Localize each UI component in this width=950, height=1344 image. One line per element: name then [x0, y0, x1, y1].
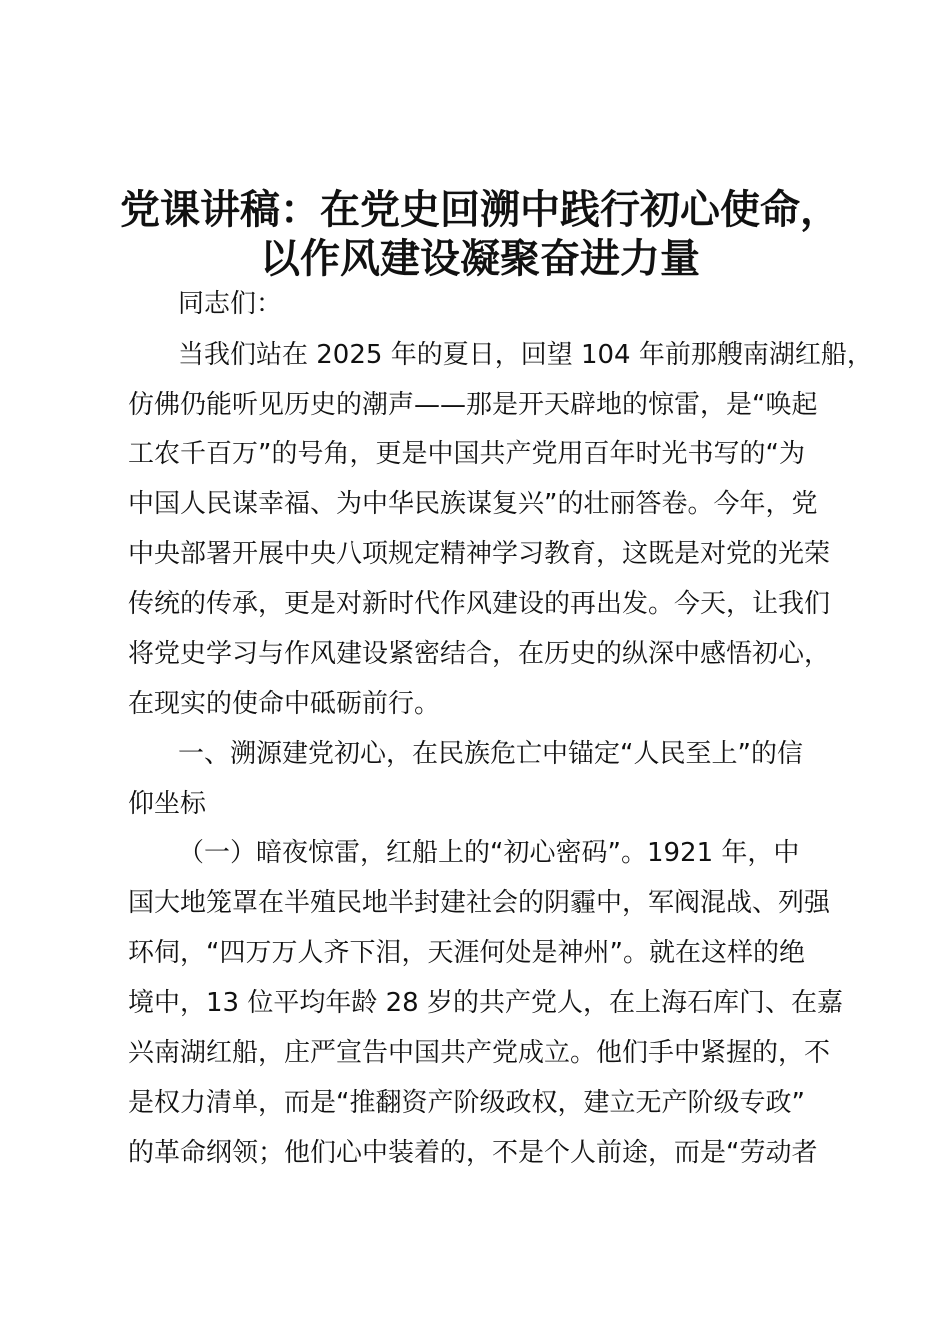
paragraph-line: 国大地笼罩在半殖民地半封建社会的阴霾中，军阀混战、列强 — [128, 888, 831, 918]
paragraph-line: 环伺，“四万万人齐下泪，天涯何处是神州”。就在这样的绝 — [128, 938, 805, 968]
paragraph-line: 中央部署开展中央八项规定精神学习教育，这既是对党的光荣 — [128, 539, 831, 569]
document-title-line-2: 以作风建设凝聚奋进力量 — [260, 235, 700, 282]
section-heading-line: 仰坐标 — [128, 789, 207, 819]
paragraph-line: 的革命纲领；他们心中装着的，不是个人前途，而是“劳动者 — [128, 1138, 818, 1168]
paragraph-line: 境中，13 位平均年龄 28 岁的共产党人，在上海石库门、在嘉 — [128, 988, 843, 1018]
paragraph-line: 当我们站在 2025 年的夏日，回望 104 年前那艘南湖红船， — [178, 340, 873, 370]
paragraph-line: 工农千百万”的号角，更是中国共产党用百年时光书写的“为 — [128, 439, 805, 469]
paragraph-line: 在现实的使命中砥砺前行。 — [128, 689, 441, 719]
paragraph-line: （一）暗夜惊雷，红船上的“初心密码”。1921 年，中 — [178, 838, 800, 868]
paragraph-line: 中国人民谋幸福、为中华民族谋复兴”的壮丽答卷。今年，党 — [128, 489, 818, 519]
document-title-line-1: 党课讲稿：在党史回溯中践行初心使命， — [120, 186, 840, 233]
paragraph-line: 兴南湖红船，庄严宣告中国共产党成立。他们手中紧握的，不 — [128, 1038, 831, 1068]
paragraph-line: 是权力清单，而是“推翻资产阶级政权，建立无产阶级专政” — [128, 1088, 805, 1118]
section-heading-line: 一、溯源建党初心，在民族危亡中锚定“人民至上”的信 — [178, 739, 803, 769]
paragraph-line: 传统的传承，更是对新时代作风建设的再出发。今天，让我们 — [128, 589, 831, 619]
paragraph-line: 仿佛仍能听见历史的潮声——那是开天辟地的惊雷，是“唤起 — [128, 390, 818, 420]
paragraph-line: 将党史学习与作风建设紧密结合，在历史的纵深中感悟初心， — [128, 639, 831, 669]
salutation: 同志们： — [178, 289, 283, 319]
